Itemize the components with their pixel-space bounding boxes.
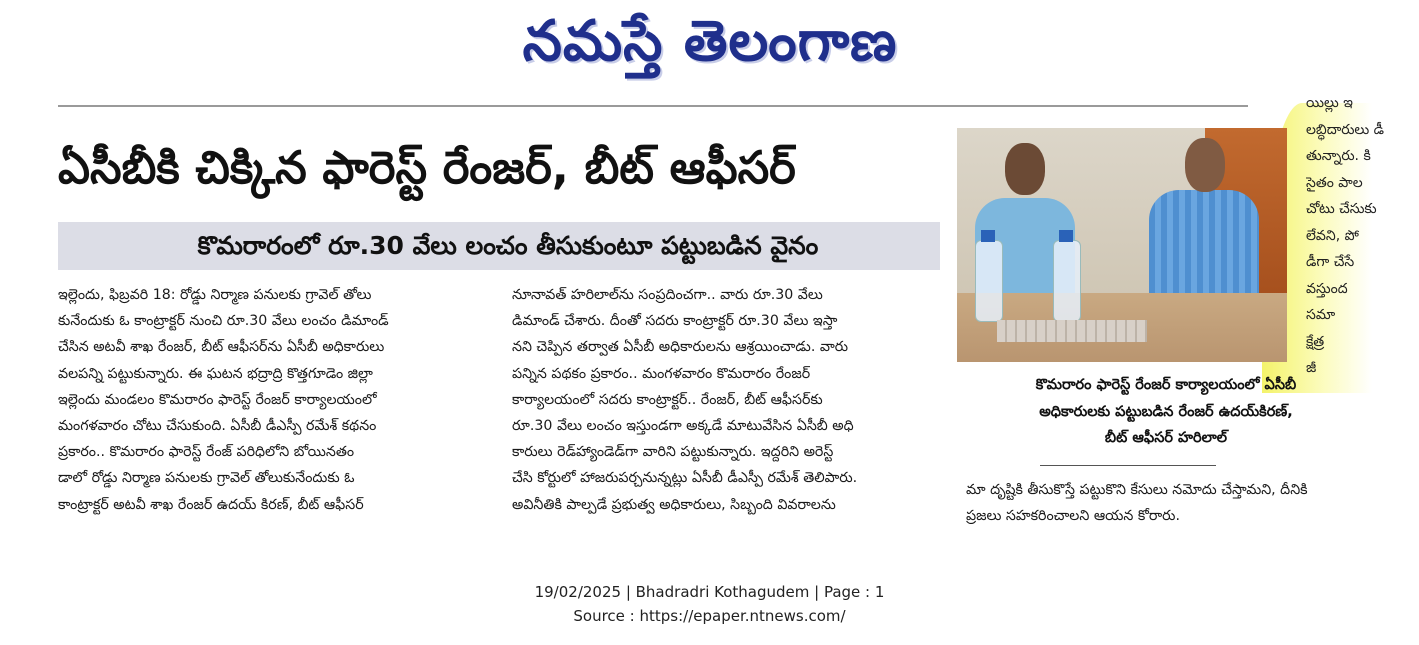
article-column-1	[58, 282, 486, 518]
article-photo	[957, 128, 1287, 362]
footer-edition-info: 19/02/2025 | Bhadradri Kothagudem | Page : 1	[534, 583, 885, 601]
photo-person-beat-officer-head	[1185, 138, 1225, 192]
footer-source: Source : https://epaper.ntnews.com/	[573, 607, 846, 625]
photo-person-beat-officer	[1149, 190, 1259, 300]
body-line: నని చెప్పిన తర్వాత ఏసీబీ అధికారులను ఆశ్రయించాడు. వారు	[512, 339, 849, 356]
newspaper-masthead: నమస్తే తెలంగాణ	[522, 9, 898, 74]
adjacent-line: సమా	[1306, 307, 1336, 323]
body-line: ఇల్లెందు మండలం కొమరారం ఫారెస్ట్ రేంజర్ కార్యాలయంలో	[58, 391, 377, 408]
masthead-divider	[58, 105, 1248, 107]
adjacent-line: తున్నారు. కి	[1306, 148, 1371, 164]
photo-bottle	[1053, 240, 1081, 322]
body-line: డిమాండ్ చేశారు. దీంతో సదరు కాంట్రాక్టర్ రూ.30 వేలు ఇస్తా	[512, 313, 838, 330]
photo-caption	[966, 372, 1366, 452]
body-line: రూ.30 వేలు లంచం ఇస్తుండగా అక్కడే మాటువేసిన ఏసీబీ అధి	[512, 418, 854, 435]
body-line: కాంట్రాక్టర్ అటవీ శాఖ రేంజర్ ఉదయ్ కిరణ్, బీట్ ఆఫీసర్	[58, 496, 364, 513]
article-headline: ఏసీబీకి చిక్కిన ఫారెస్ట్ రేంజర్, బీట్ ఆఫీసర్	[58, 141, 796, 194]
photo-person-ranger-head	[1005, 143, 1045, 195]
caption-underline	[1040, 465, 1216, 466]
article-subheadline: కొమరారంలో రూ.30 వేలు లంచం తీసుకుంటూ పట్టుబడిన వైనం	[197, 231, 819, 260]
body-line: ప్రకారం.. కొమరారం ఫారెస్ట్ రేంజ్ పరిధిలోని బోయినతం	[58, 444, 355, 461]
body-line: మా దృష్టికి తీసుకొస్తే పట్టుకొని కేసులు నమోదు చేస్తామని, దీనికి	[966, 482, 1308, 498]
body-line: ఇల్లెందు, ఫిబ్రవరి 18: రోడ్డు నిర్మాణ పనులకు గ్రావెల్ తోలు	[58, 287, 372, 303]
body-line: కార్యాలయంలో సదరు కాంట్రాక్టర్.. రేంజర్, బీట్ ఆఫీసర్‌కు	[512, 391, 823, 408]
adjacent-line: చోటు చేసుకు	[1306, 201, 1377, 217]
photo-cash-bundles	[997, 320, 1147, 342]
caption-line: బీట్ ఆఫీసర్ హరిలాల్	[1104, 430, 1228, 446]
adjacent-line: యిల్లు ఇ	[1306, 95, 1353, 111]
photo-bottle	[975, 240, 1003, 322]
caption-line: కొమరారం ఫారెస్ట్ రేంజర్ కార్యాలయంలో ఏసీబీ	[1035, 377, 1297, 393]
body-line: వలపన్ని పట్టుకున్నారు. ఈ ఘటన భద్రాద్రి కొత్తగూడెం జిల్లా	[58, 365, 373, 382]
caption-line: అధికారులకు పట్టుబడిన రేంజర్ ఉదయ్‌కిరణ్,	[1039, 403, 1293, 420]
body-line: మంగళవారం చోటు చేసుకుంది. ఏసీబీ డీఎస్పీ రమేశ్ కథనం	[58, 418, 377, 435]
body-line: అవినీతికి పాల్పడే ప్రభుత్వ అధికారులు, సిబ్బంది వివరాలను	[512, 496, 836, 513]
body-line: ప్రజలు సహకరించాలని ఆయన కోరారు.	[966, 508, 1180, 525]
adjacent-line: సైతం పాల	[1306, 174, 1363, 191]
body-line: చేసిన అటవీ శాఖ రేంజర్, బీట్ ఆఫీసర్‌ను ఏసీబీ అధికారులు	[58, 339, 385, 356]
photo-bottle-cap	[1059, 230, 1073, 242]
adjacent-line: లబ్ధిదారులు డీ	[1306, 121, 1385, 138]
article-column-3	[966, 477, 1386, 529]
body-line: కునేందుకు ఓ కాంట్రాక్టర్ నుంచి రూ.30 వేలు లంచం డిమాండ్	[58, 313, 389, 330]
body-line: చేసి కోర్టులో హాజరుపర్చనున్నట్లు ఏసీబీ డీఎస్పీ రమేశ్ తెలిపారు.	[512, 470, 858, 487]
adjacent-line: వస్తుంద	[1306, 280, 1348, 297]
adjacent-line: లేవని, పో	[1306, 227, 1359, 244]
adjacent-line: డీగా చేసే	[1306, 254, 1355, 270]
body-line: పన్నిన పథకం ప్రకారం.. మంగళవారం కొమరారం రేంజర్	[512, 365, 811, 382]
body-line: కారులు రెడ్‌హ్యాండెడ్‌గా వారిని పట్టుకున్నారు. ఇద్దరిని అరెస్ట్	[512, 444, 834, 461]
photo-bottle-cap	[981, 230, 995, 242]
adjacent-article-column	[1306, 90, 1419, 390]
adjacent-line: జీ	[1306, 360, 1317, 376]
article-column-2	[512, 282, 940, 518]
body-line: నూనావత్ హరిలాల్‌ను సంప్రదించగా.. వారు రూ.30 వేలు	[512, 287, 823, 303]
adjacent-line: క్షేత్ర	[1306, 333, 1325, 350]
body-line: డాలో రోడ్డు నిర్మాణ పనులకు గ్రావెల్ తోలుకునేందుకు ఓ	[58, 470, 355, 487]
page-footer	[0, 580, 1419, 628]
